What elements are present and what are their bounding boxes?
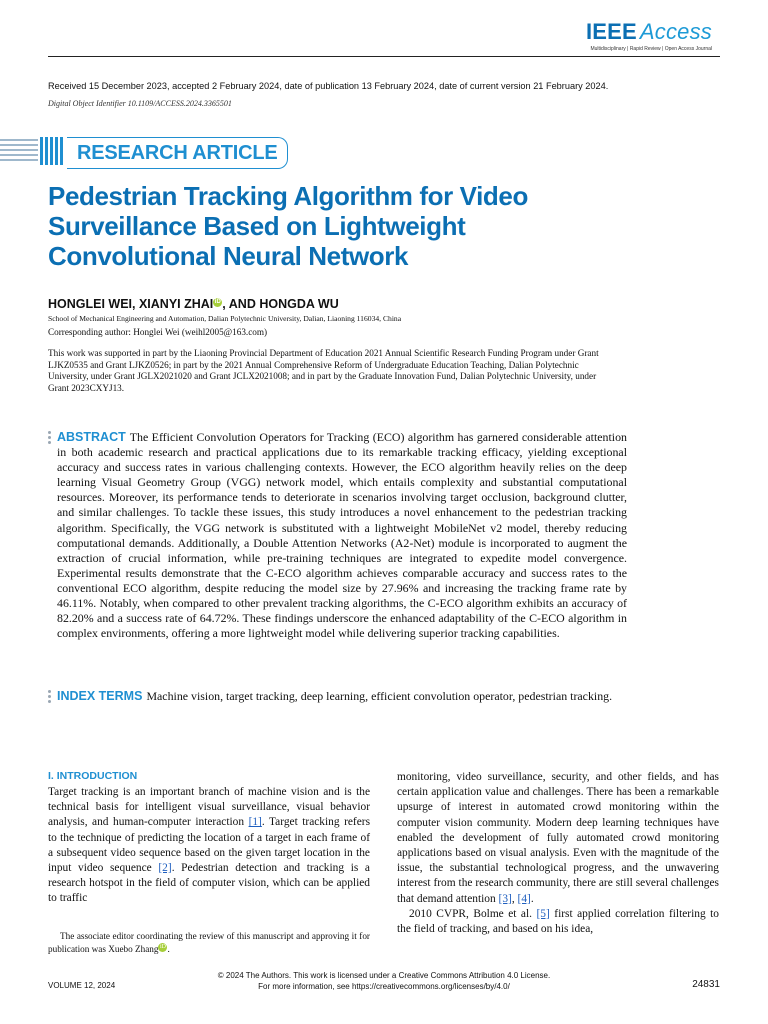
- license-line-1: © 2024 The Authors. This work is licensed under a Creative Commons Attribution 4.0 License.: [217, 971, 551, 980]
- left-text-3: . Pedestrian detection and tracking is a research hotspot in the field of computer vision, which can be applied to traffic: [48, 862, 370, 905]
- right-paragraph-1: monitoring, video surveillance, security, and other fields, and has certain application value and challenges. There has been a remarkable upsurge of interest in automated crowd monitoring within the computer vision community. Modern deep learning techniques have enabled the development of fully automated crowd monitoring applications based on visual analysis. Even with the magnitude of the issue, the substantial technological progress, and the unwavering interest from the research community, there are still several challenges that demand attention [3], [4].: [397, 771, 719, 905]
- doi-line: Digital Object Identifier 10.1109/ACCESS.2024.3365501: [48, 99, 232, 108]
- citation-link[interactable]: [4]: [517, 892, 531, 905]
- left-text-1: Target tracking is an important branch of machine vision and is the technical basis for intelligent visual surveillance, visual behavior analysis, and human-computer interaction: [48, 786, 370, 829]
- paper-title: [48, 181, 608, 271]
- citation-link[interactable]: [1]: [248, 816, 262, 829]
- citation-link[interactable]: [3]: [498, 892, 512, 905]
- orcid-icon[interactable]: iD: [159, 944, 166, 951]
- abstract-label: ABSTRACT: [57, 430, 126, 444]
- right-paragraph-2: 2010 CVPR, Bolme et al. [5] first applied correlation filtering to the field of tracking, and based on his idea,: [397, 907, 719, 936]
- citation-link[interactable]: [2]: [158, 862, 172, 875]
- funding-statement: This work was supported in part by the Liaoning Provincial Department of Education 2021 Annual Scientific Research Funding Program under Grant LJKZ0535 and Grant LJKZ0526; in part by the 2021 Annual Comprehensive Reform of Undergraduate Education Teaching, Dalian Polytechnic University, under Grant JGLX2021020 and Grant JCLX2021008; and in part by the Graduate Innovation Fund, Dalian Polytechnic University, under Grant 2023CXYJ13.: [48, 348, 599, 394]
- abstract-dots-icon: [48, 431, 51, 446]
- journal-logo: [586, 19, 712, 45]
- index-terms-text: Machine vision, target tracking, deep learning, efficient convolution operator, pedestrian tracking.: [146, 689, 613, 703]
- editor-footnote: The associate editor coordinating the review of this manuscript and approving it for publication was Xuebo Zhang iD .: [48, 931, 370, 955]
- left-text-2: . Target tracking refers to the technique of predicting the location of a target in each frame of a subsequent video sequence based on the given target location in the input video sequence: [48, 816, 370, 875]
- orcid-icon[interactable]: iD: [214, 298, 221, 305]
- index-terms-dots-icon: [48, 690, 51, 705]
- logo-access: Access: [639, 19, 712, 44]
- section-heading-introduction: I. INTRODUCTION: [48, 770, 138, 782]
- corresponding-author: Corresponding author: Honglei Wei (weihl2005@163.com): [48, 327, 268, 337]
- right-column-text: [397, 770, 719, 937]
- author-list: [48, 297, 339, 311]
- title-line-2: Surveillance Based on Lightweight: [48, 211, 466, 241]
- affiliation: School of Mechanical Engineering and Automation, Dalian Polytechnic University, Dalian, Liaoning 116034, China: [48, 314, 402, 323]
- page-number: 24831: [692, 979, 720, 990]
- header-divider: [48, 56, 720, 57]
- journal-tagline: Multidisciplinary | Rapid Review | Open Access Journal: [590, 46, 712, 52]
- footer-volume: VOLUME 12, 2024: [48, 981, 116, 990]
- authors-part-1: HONGLEI WEI, XIANYI ZHAI: [48, 297, 214, 311]
- title-line-1: Pedestrian Tracking Algorithm for Video: [48, 181, 528, 211]
- citation-link[interactable]: [5]: [536, 907, 550, 920]
- publication-dates: Received 15 December 2023, accepted 2 February 2024, date of publication 13 February 2024, date of current version 21 February 2024.: [48, 81, 609, 91]
- research-article-banner: RESEARCH ARTICLE: [67, 137, 288, 169]
- title-line-3: Convolutional Neural Network: [48, 241, 409, 271]
- abstract-text: The Efficient Convolution Operators for Tracking (ECO) algorithm has garnered considerable attention in both academic research and practical applications due to its remarkable tracking efficacy, yielding exceptional accuracy and success rates in various challenging contexts. However, the ECO algorithm heavily relies on the deep learning Visual Geometry Group (VGG) network model, which entails complexity and substantial computational resources. Moreover, its performance tends to deteriorate in scenarios involving target occlusion, background clutter, and similar challenges. To tackle these issues, this study introduces a novel enhancement to the pedestrian tracking algorithm. Specifically, the VGG network is substituted with a lightweight MobileNet v2 model, thereby reducing computational demands. Additionally, a Double Attention Networks (A2-Net) module is incorporated to augment the extraction of crucial information, while pre-training techniques are integrated to expedite model convergence. Experimental results demonstrate that the C-ECO algorithm achieves comparable accuracy and success rates to the conventional ECO algorithm, despite reducing the model size by 27.96% and increasing the tracking frame rate by 46.11%. Notably, when compared to other prevalent tracking algorithms, the C-ECO algorithm exhibits an accuracy of 82.20% and a success rate of 64.72%. These findings underscore the enhanced adaptability of the C-ECO algorithm in complex environments, offering a more lightweight model while delivering superior tracking capabilities.: [57, 430, 627, 641]
- editor-note-text: The associate editor coordinating the review of this manuscript and approving it for publication was Xuebo Zhang: [48, 931, 370, 955]
- license-line-2: For more information, see https://creativecommons.org/licenses/by/4.0/: [258, 981, 510, 991]
- banner-stripes-icon: [0, 135, 66, 167]
- footer-license: [0, 971, 768, 992]
- index-terms: [57, 689, 627, 704]
- left-column-text: [48, 785, 370, 907]
- index-terms-label: INDEX TERMS: [57, 689, 143, 703]
- abstract: [57, 430, 627, 641]
- logo-ieee: IEEE: [585, 19, 637, 44]
- authors-part-2: , AND HONGDA WU: [222, 297, 339, 311]
